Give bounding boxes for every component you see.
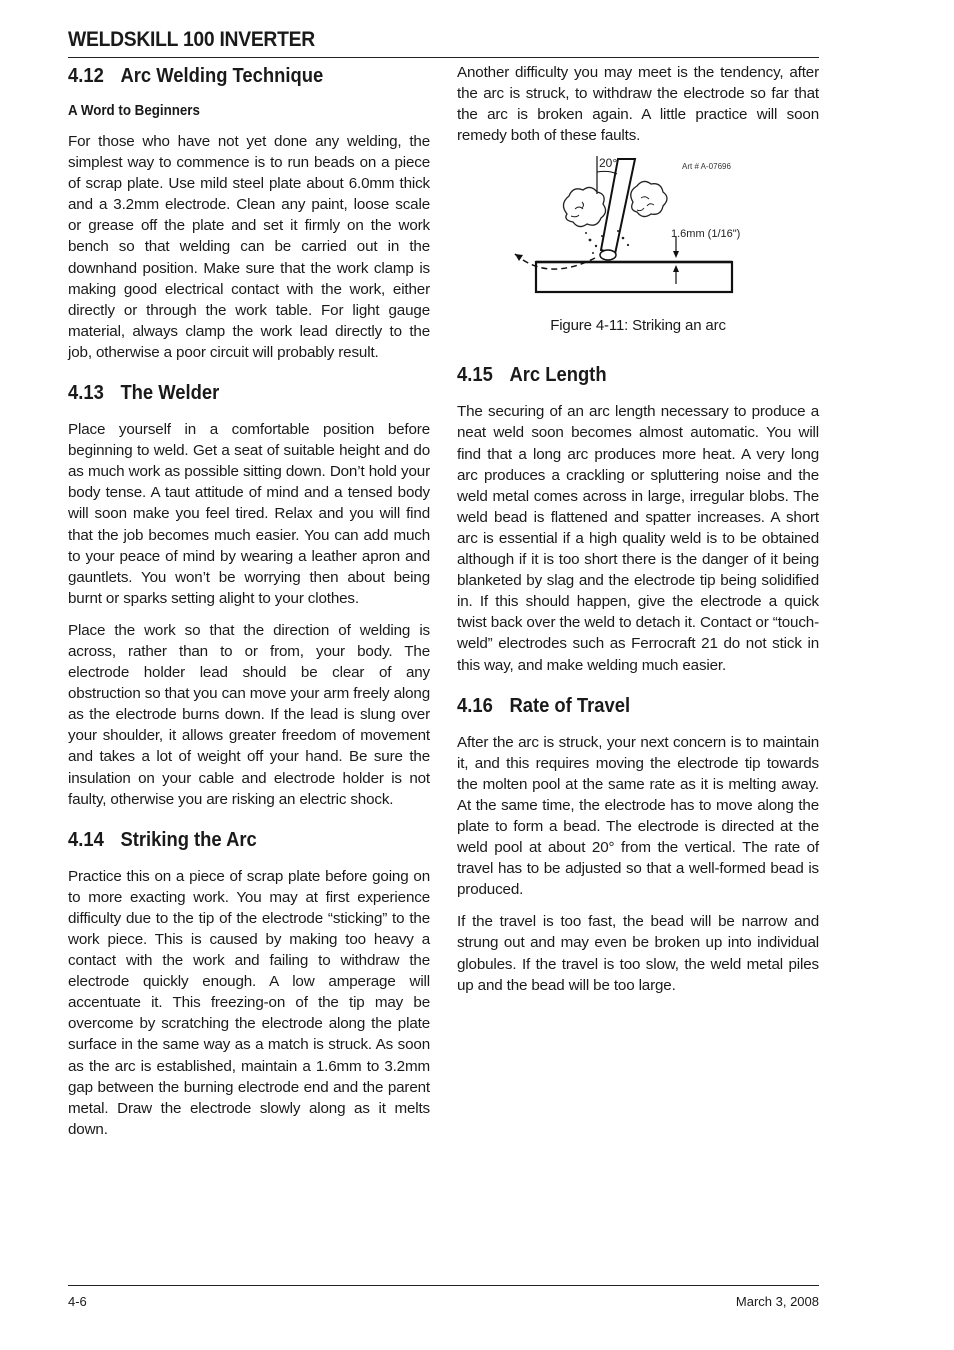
- paragraph: Practice this on a piece of scrap plate before going on to more exacting work. You may at first experience difficulty due to the tip of the electrode “sticking” to the work piece. This is caused by making too heavy a contact with the work and failing to withdraw the electrode quickly enough. A low amperage will accentuate it. This freezing-on of the tip may be overcome by scratching the electrode along the plate surface in the same way as a match is struck. As soon as the arc is established, maintain a 1.6mm to 3.2mm gap between the burning electrode end and the parent metal. Draw the electrode slowly along as it melts down.: [68, 867, 430, 1138]
- footer-divider: [68, 1285, 819, 1286]
- header-divider: [68, 57, 819, 58]
- section-title: The Welder: [120, 382, 220, 405]
- paragraph: Place yourself in a comfortable position before beginning to weld. Get a seat of suitable height and do as much work as possible sitting down. Don’t hold your body tense. A taut attitude of mind and a tensed body will soon make you feel tired. Relax and you will find that the job becomes much easier. You can add much to your peace of mind by wearing a leather apron and gauntlets. You won’t be worrying then about being burnt or sparks setting alight to your clothes.: [68, 421, 430, 607]
- section-heading-4-12: [68, 64, 401, 88]
- dimension-arrowhead-top: [673, 251, 679, 258]
- section-heading-4-13: [68, 381, 401, 405]
- paragraph: Place the work so that the direction of welding is across, rather than to or from, your body. The electrode holder lead should be clear of any obstruction so that you can move your arm freely along as the electrode burns down. If the lead is slung over your shoulder, it allows greater freedom of movement and takes a lot of weight off your hand. Be sure the insulation on your cable and electrode holder is not faulty, otherwise you are risking an electric shock.: [68, 621, 430, 808]
- section-title: Rate of Travel: [509, 694, 631, 717]
- section-heading-4-16: [457, 694, 790, 718]
- smoke-cloud-left: [563, 188, 605, 227]
- section-number: 4.16: [457, 694, 493, 717]
- smoke-cloud-left-detail: [571, 202, 584, 217]
- angle-arc: [597, 172, 617, 175]
- paragraph: For those who have not yet done any welding, the simplest way to commence is to run beads on a piece of scrap plate. Use mild steel plate about 6.0mm thick and a 3.2mm electrode. Clean any paint, loose scale or grease off the plate and set it firmly on the work bench so that welding can be carried out in the downhand position. Make sure that the work clamp is making good electrical contact with the work, either directly or through the work table. For light gauge material, always clamp the work lead directly to the job, otherwise a poor circuit will probably result.: [68, 133, 430, 361]
- section-number: 4.13: [68, 382, 104, 405]
- electrode-tip: [600, 250, 616, 260]
- smoke-cloud-right-detail: [637, 197, 654, 211]
- dimension-label: 1.6mm (1/16"): [671, 228, 741, 241]
- art-number: Art # A-07696: [682, 162, 731, 172]
- subheading-word-to-beginners: A Word to Beginners: [68, 103, 200, 119]
- dimension-arrowhead-bottom: [673, 265, 679, 272]
- electrode: [601, 159, 635, 254]
- figure-striking-arc: [457, 154, 819, 342]
- paragraph: The securing of an arc length necessary to produce a neat weld soon becomes almost automatic. You will find that a long arc produces more heat. A very long arc produces a crackling or spluttering noise and the weld metal comes across in large, irregular blobs. The weld bead is flattened and spatter increases. A short arc is essential if a high quality weld is to be obtained although if it is too short there is the danger of it being blanketed by slag and the electrode tip being solidified in. If this should happen, give the electrode a quick twist back over the weld to detach it. Contact or “touch-weld” electrodes such as Ferrocraft 21 do not stick in this way, and make welding much easier.: [457, 403, 819, 674]
- right-column: [457, 62, 819, 996]
- section-number: 4.12: [68, 65, 104, 87]
- section-number: 4.14: [68, 828, 104, 851]
- section-heading-4-15: [457, 363, 790, 387]
- paragraph: After the arc is struck, your next concern is to maintain it, and this requires moving the electrode tip towards the molten pool at the same rate as it is melting away. At the same time, the electrode has to move along the plate to form a bead. The electrode is directed at the weld pool at about 20° from the vertical. The rate of travel has to be adjusted so that a well-formed bead is produced.: [457, 733, 819, 899]
- paragraph: Another difficulty you may meet is the tendency, after the arc is struck, to withdraw the electrode so far that the arc is broken again. A little practice will soon remedy both of these faults.: [457, 64, 819, 145]
- section-title: Arc Length: [509, 364, 607, 387]
- work-plate: [536, 262, 732, 292]
- section-number: 4.15: [457, 364, 493, 387]
- section-title: Striking the Arc: [120, 828, 257, 851]
- document-header-title: WELDSKILL 100 INVERTER: [68, 28, 315, 51]
- striking-arc-diagram: [457, 154, 819, 304]
- page-number: 4-6: [68, 1294, 87, 1309]
- figure-caption: Figure 4-11: Striking an arc: [550, 317, 726, 335]
- section-title: Arc Welding Technique: [120, 65, 324, 87]
- strike-arrowhead: [515, 254, 523, 261]
- footer-date: March 3, 2008: [735, 1294, 819, 1309]
- left-column: [68, 62, 430, 1140]
- section-heading-4-14: [68, 828, 401, 852]
- angle-label: 20°: [599, 156, 618, 171]
- paragraph: If the travel is too fast, the bead will be narrow and strung out and may even be broken up into individual globules. If the travel is too slow, the weld metal piles up and the bead will be too large.: [457, 913, 819, 994]
